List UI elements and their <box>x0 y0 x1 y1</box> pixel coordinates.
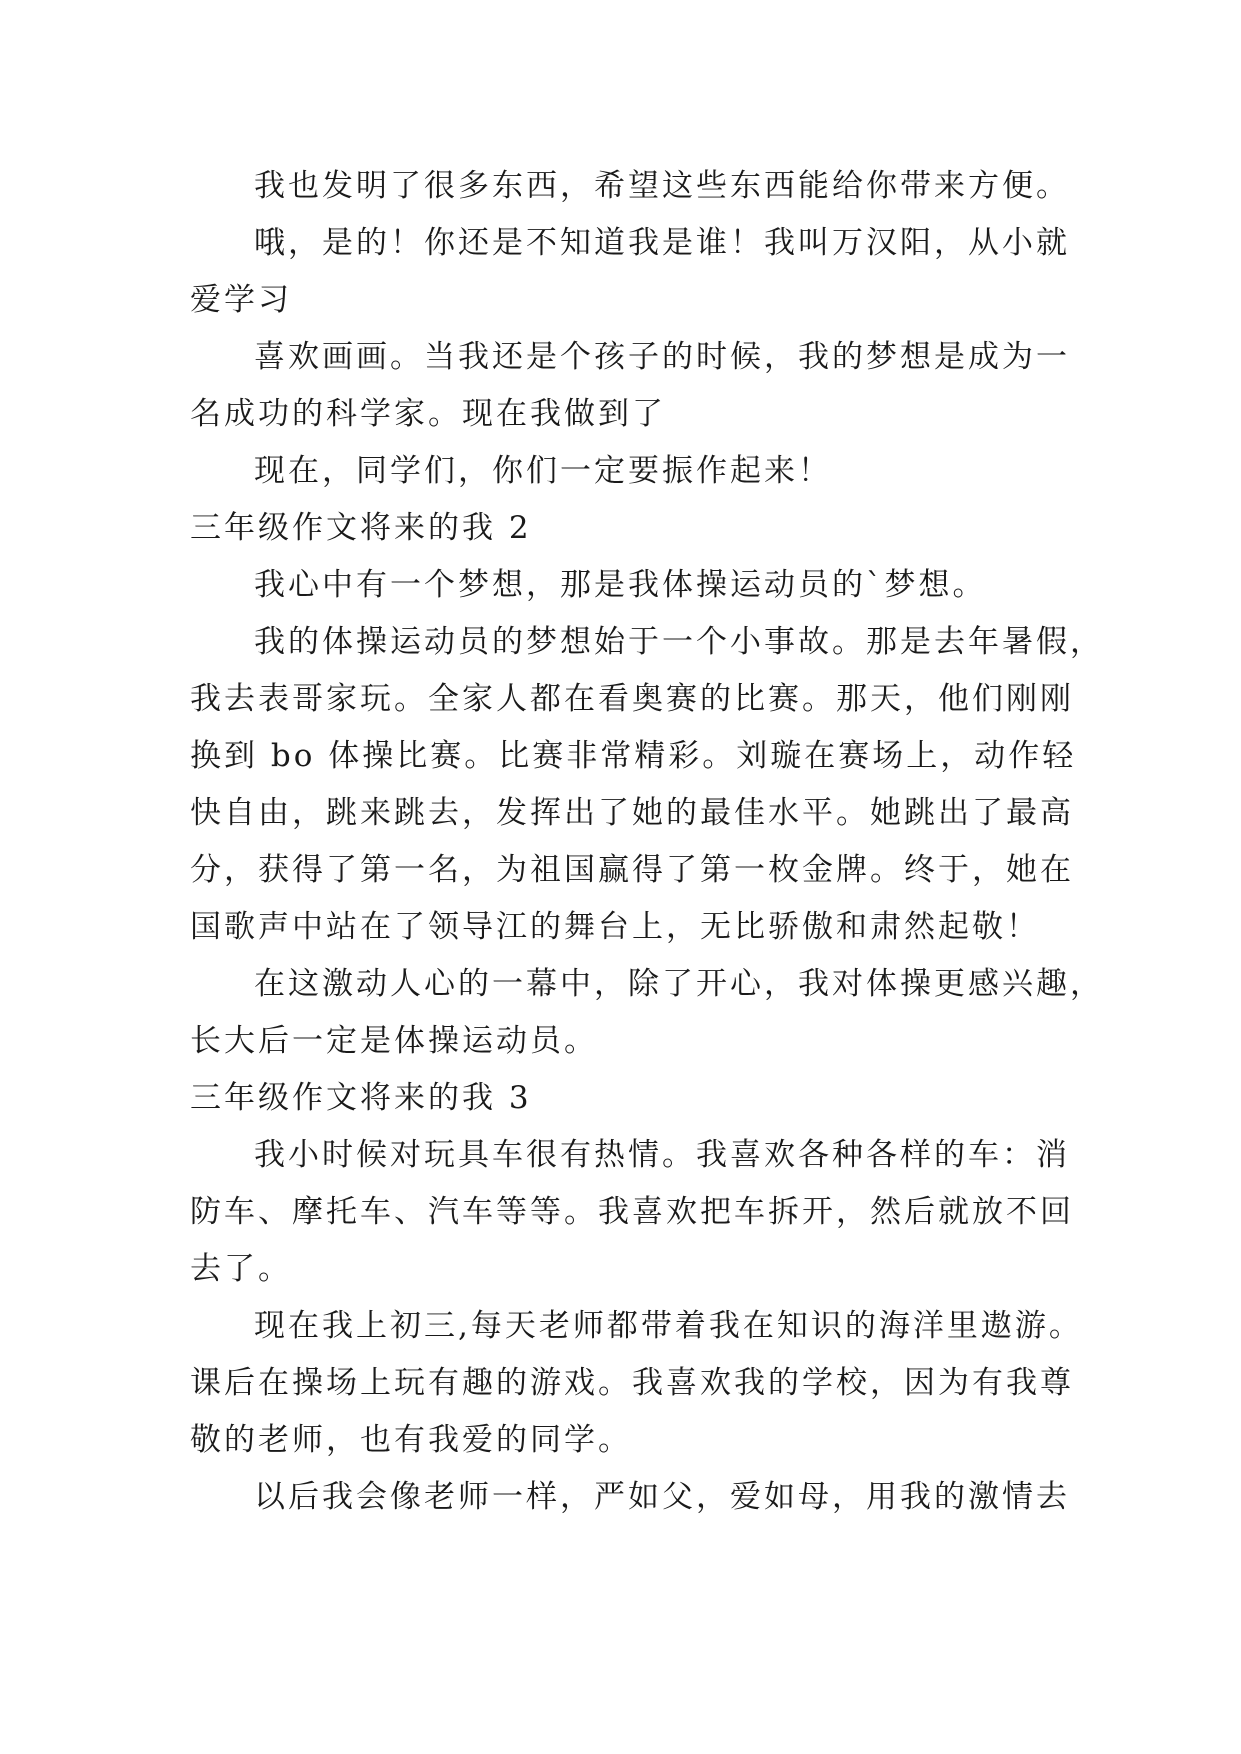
section-heading: 三年级作文将来的我 3 <box>190 1080 532 1116</box>
paragraph-line: 防车、摩托车、汽车等等。我喜欢把车拆开，然后就放不回 <box>190 1194 1074 1230</box>
paragraph-line: 我的体操运动员的梦想始于一个小事故。那是去年暑假， <box>254 624 1104 660</box>
paragraph-line: 哦，是的！你还是不知道我是谁！我叫万汉阳，从小就 <box>254 225 1070 261</box>
paragraph-line: 分，获得了第一名，为祖国赢得了第一枚金牌。终于，她在 <box>190 852 1074 888</box>
paragraph-line: 快自由，跳来跳去，发挥出了她的最佳水平。她跳出了最高 <box>190 795 1074 831</box>
paragraph-line: 我小时候对玩具车很有热情。我喜欢各种各样的车：消 <box>254 1137 1070 1173</box>
paragraph-line: 我心中有一个梦想，那是我体操运动员的`梦想。 <box>254 567 987 603</box>
paragraph-line: 爱学习 <box>190 282 292 318</box>
paragraph-line: 长大后一定是体操运动员。 <box>190 1023 598 1059</box>
paragraph-line: 名成功的科学家。现在我做到了 <box>190 396 666 432</box>
paragraph-line: 去了。 <box>190 1251 292 1287</box>
paragraph-line: 现在我上初三,每天老师都带着我在知识的海洋里遨游。 <box>254 1308 1083 1344</box>
paragraph-line: 现在，同学们，你们一定要振作起来！ <box>254 453 832 489</box>
paragraph-line: 国歌声中站在了领导江的舞台上，无比骄傲和肃然起敬！ <box>190 909 1040 945</box>
paragraph-line: 以后我会像老师一样，严如父，爱如母，用我的激情去 <box>254 1479 1070 1515</box>
paragraph-line: 我去表哥家玩。全家人都在看奥赛的比赛。那天，他们刚刚 <box>190 681 1074 717</box>
paragraph-line: 在这激动人心的一幕中，除了开心，我对体操更感兴趣， <box>254 966 1104 1002</box>
paragraph-line: 我也发明了很多东西，希望这些东西能给你带来方便。 <box>254 168 1070 204</box>
paragraph-line: 课后在操场上玩有趣的游戏。我喜欢我的学校，因为有我尊 <box>190 1365 1074 1401</box>
paragraph-line: 敬的老师，也有我爱的同学。 <box>190 1422 632 1458</box>
paragraph-line: 喜欢画画。当我还是个孩子的时候，我的梦想是成为一 <box>254 339 1070 375</box>
paragraph-line: 换到 bo 体操比赛。比赛非常精彩。刘璇在赛场上，动作轻 <box>190 738 1077 774</box>
section-heading: 三年级作文将来的我 2 <box>190 510 532 546</box>
